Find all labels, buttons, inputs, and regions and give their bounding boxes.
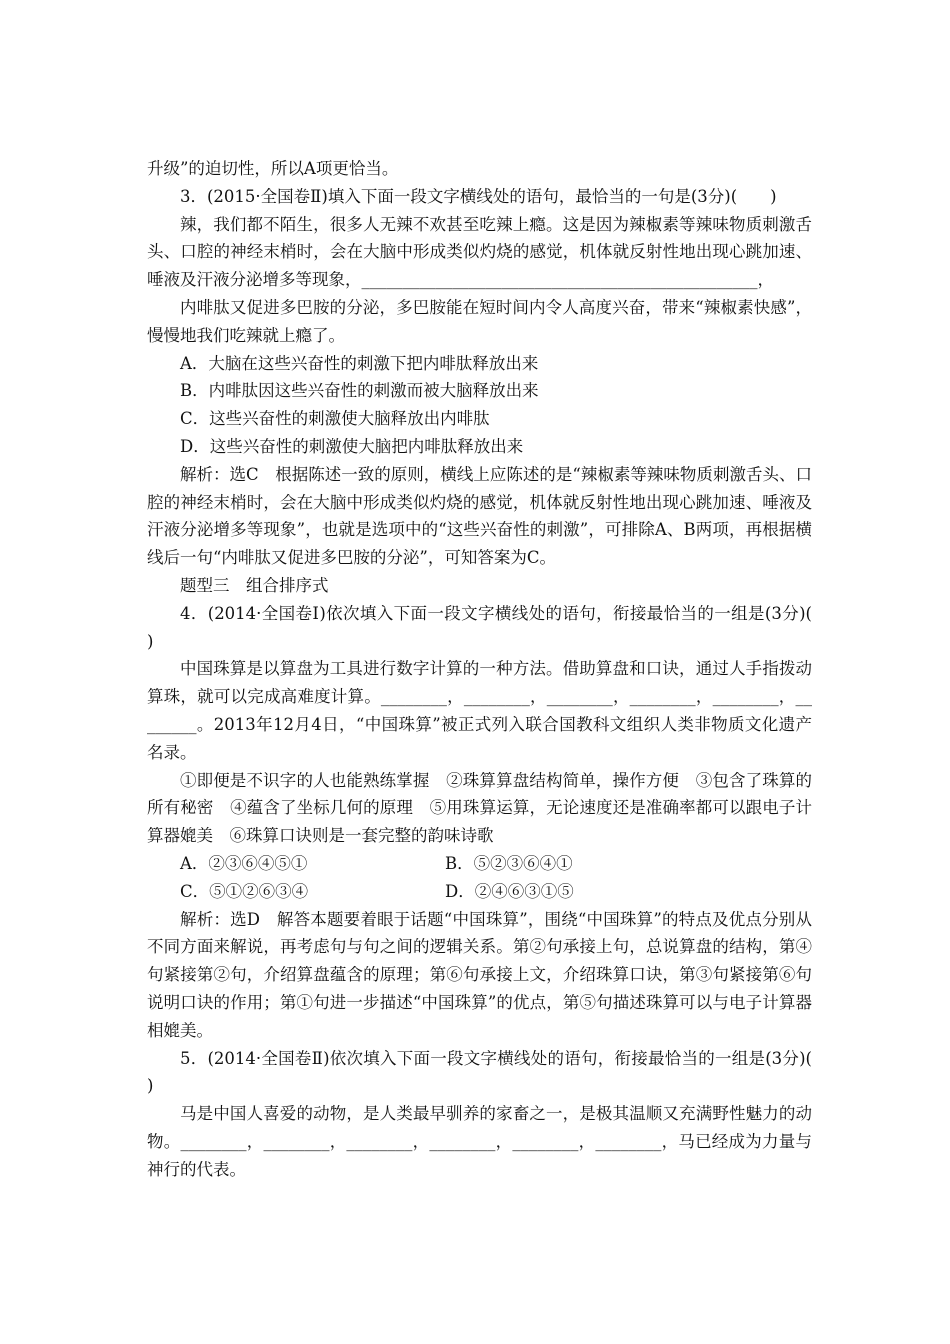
question-5-stem: 5．(2014·全国卷Ⅱ)依次填入下面一段文字横线处的语句，衔接最恰当的一组是(3分)( ) [147, 1048, 845, 1096]
question-3-option-c: C．这些兴奋性的刺激使大脑释放出内啡肽 [180, 409, 490, 429]
question-4-option-d: D．②④⑥③①⑤ [445, 881, 574, 901]
question-3-option-d: D．这些兴奋性的刺激使大脑把内啡肽释放出来 [180, 436, 524, 456]
question-4-option-b: B．⑤②③⑥④① [445, 853, 573, 873]
question-4-analysis: 解析：选D 解答本题要着眼于话题“中国珠算”，围绕“中国珠算”的特点及优点分别从不同方面来解说，再考虑句与句之间的逻辑关系。第②句承接上句，总说算盘的结构，第④句紧接第②句，介绍算盘蕴含的原理；第⑥句承接上文，介绍珠算口诀，第③句紧接第⑥句说明口诀的作用；第①句进一步描述“中国珠算”的优点，第⑤句描述珠算可以与电子计算器相媲美。 [147, 909, 812, 1040]
section-heading: 题型三 组合排序式 [180, 575, 329, 595]
question-4-option-a: A．②③⑥④⑤① [180, 853, 308, 873]
question-3-passage-continued: 内啡肽又促进多巴胺的分泌，多巴胺能在短时间内令人高度兴奋，带来“辣椒素快感”，慢慢地我们吃辣就上瘾了。 [147, 297, 812, 345]
question-4-sentences: ①即便是不识字的人也能熟练掌握 ②珠算算盘结构简单，操作方便 ③包含了珠算的所有秘密 ④蕴含了坐标几何的原理 ⑤用珠算运算，无论速度还是准确率都可以跟电子计算器媲美 ⑥珠算口诀则是一套完整的韵味诗歌 [147, 770, 812, 846]
question-3-option-a: A．大脑在这些兴奋性的刺激下把内啡肽释放出来 [180, 353, 539, 373]
question-4-options-row-2 [147, 878, 812, 906]
question-3-passage: 辣，我们都不陌生，很多人无辣不欢甚至吃辣上瘾。这是因为辣椒素等辣味物质刺激舌头、口腔的神经末梢时，会在大脑中形成类似灼烧的感觉，机体就反射性地出现心跳加速、唾液及汗液分泌增多等现象，________________________________________________， [147, 214, 812, 290]
question-5-passage: 马是中国人喜爱的动物，是人类最早驯养的家畜之一，是极其温顺又充满野性魅力的动物。________，________，________，________，________，________，马已经成为力量与神行的代表。 [147, 1104, 812, 1179]
question-4-passage: 中国珠算是以算盘为工具进行数字计算的一种方法。借助算盘和口诀，通过人手指拨动算珠，就可以完成高难度计算。________，________，________，________，________，________。2013年12月4日，“中国珠算”被正式列入联合国教科文组织人类非物质文化遗产名录。 [147, 659, 812, 762]
paragraph-continuation: 升级”的迫切性，所以A项更恰当。 [147, 159, 399, 178]
document-body [147, 155, 845, 1183]
question-3-option-b: B．内啡肽因这些兴奋性的刺激而被大脑释放出来 [180, 381, 539, 401]
question-4-option-c: C．⑤①②⑥③④ [180, 881, 309, 901]
question-3-analysis: 解析：选C 根据陈述一致的原则，横线上应陈述的是“辣椒素等辣味物质刺激舌头、口腔的神经末梢时，会在大脑中形成类似灼烧的感觉，机体就反射性地出现心跳加速、唾液及汗液分泌增多等现象”，也就是选项中的“这些兴奋性的刺激”，可排除A、B两项，再根据横线后一句“内啡肽又促进多巴胺的分泌”，可知答案为C。 [147, 464, 812, 568]
question-3-stem: 3．(2015·全国卷Ⅱ)填入下面一段文字横线处的语句，最恰当的一句是(3分)( ) [180, 186, 777, 206]
question-4-options-row-1 [147, 850, 812, 878]
question-4-stem: 4．(2014·全国卷Ⅰ)依次填入下面一段文字横线处的语句，衔接最恰当的一组是(3分)( ) [147, 603, 845, 651]
